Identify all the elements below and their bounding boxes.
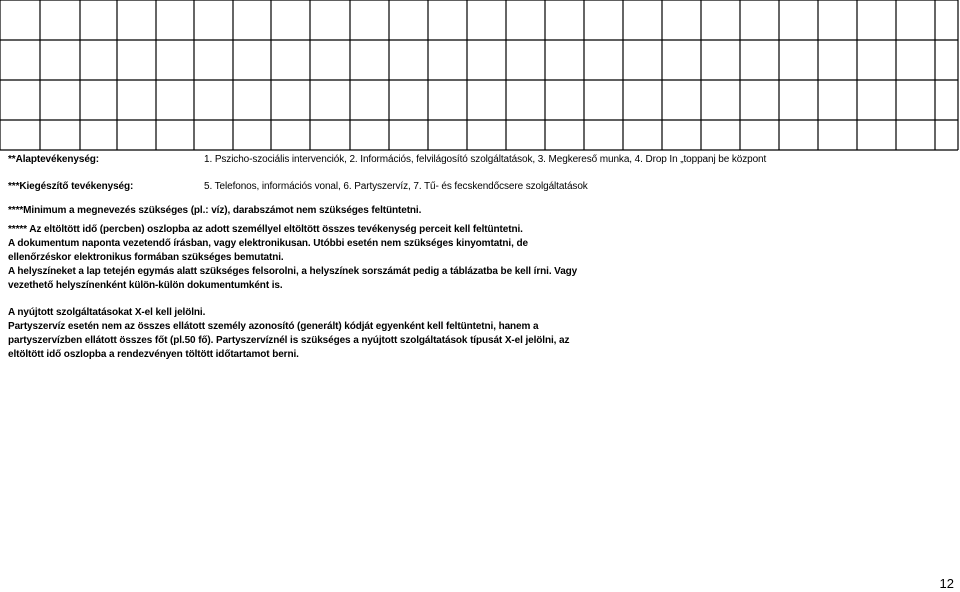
minimum-note: ****Minimum a megnevezés szükséges (pl.: víz), darabszámot nem szükséges feltüntetni.: [8, 205, 422, 216]
extra-activity-label: ***Kiegészítő tevékenység:: [8, 181, 134, 192]
page-number: 12: [939, 576, 954, 591]
empty-table-grid: [0, 0, 960, 160]
instruction-line: eltöltött idő oszlopba a rendezvényen töltött időtartamot berni.: [8, 349, 299, 360]
instruction-line: A dokumentum naponta vezetendő írásban, vagy elektronikusan. Utóbbi esetén nem szükséges kinyomtatni, de: [8, 238, 528, 249]
instruction-line: Partyszervíz esetén nem az összes ellátott személy azonosító (generált) kódját egyenként kell feltüntetni, hanem a: [8, 321, 539, 332]
instruction-line: ellenőrzéskor elektronikus formában szükséges bemutatni.: [8, 252, 284, 263]
instruction-line: vezethető helyszínenként külön-külön dokumentumként is.: [8, 280, 283, 291]
main-activity-text: 1. Pszicho-szociális intervenciók, 2. Információs, felvilágosító szolgáltatások, 3. Megkereső munka, 4. Drop In „toppanj be központ: [204, 154, 767, 165]
instruction-line: ***** Az eltöltött idő (percben) oszlopba az adott személlyel eltöltött összes tevékenység perceit kell feltüntetni.: [8, 224, 523, 235]
main-activity-label: **Alaptevékenység:: [8, 154, 100, 165]
extra-activity-text: 5. Telefonos, információs vonal, 6. Partyszervíz, 7. Tű- és fecskendőcsere szolgáltatások: [204, 181, 588, 192]
instruction-line: A helyszíneket a lap tetején egymás alatt szükséges felsorolni, a helyszínek sorszámát pedig a táblázatba be kell írni. Vagy: [8, 266, 578, 277]
instruction-line: A nyújtott szolgáltatásokat X-el kell jelölni.: [8, 307, 206, 318]
instruction-line: partyszervízben ellátott összes főt (pl.50 fő). Partyszervíznél is szükséges a nyújtott szolgáltatások típusát X-el jelölni, az: [8, 335, 570, 346]
